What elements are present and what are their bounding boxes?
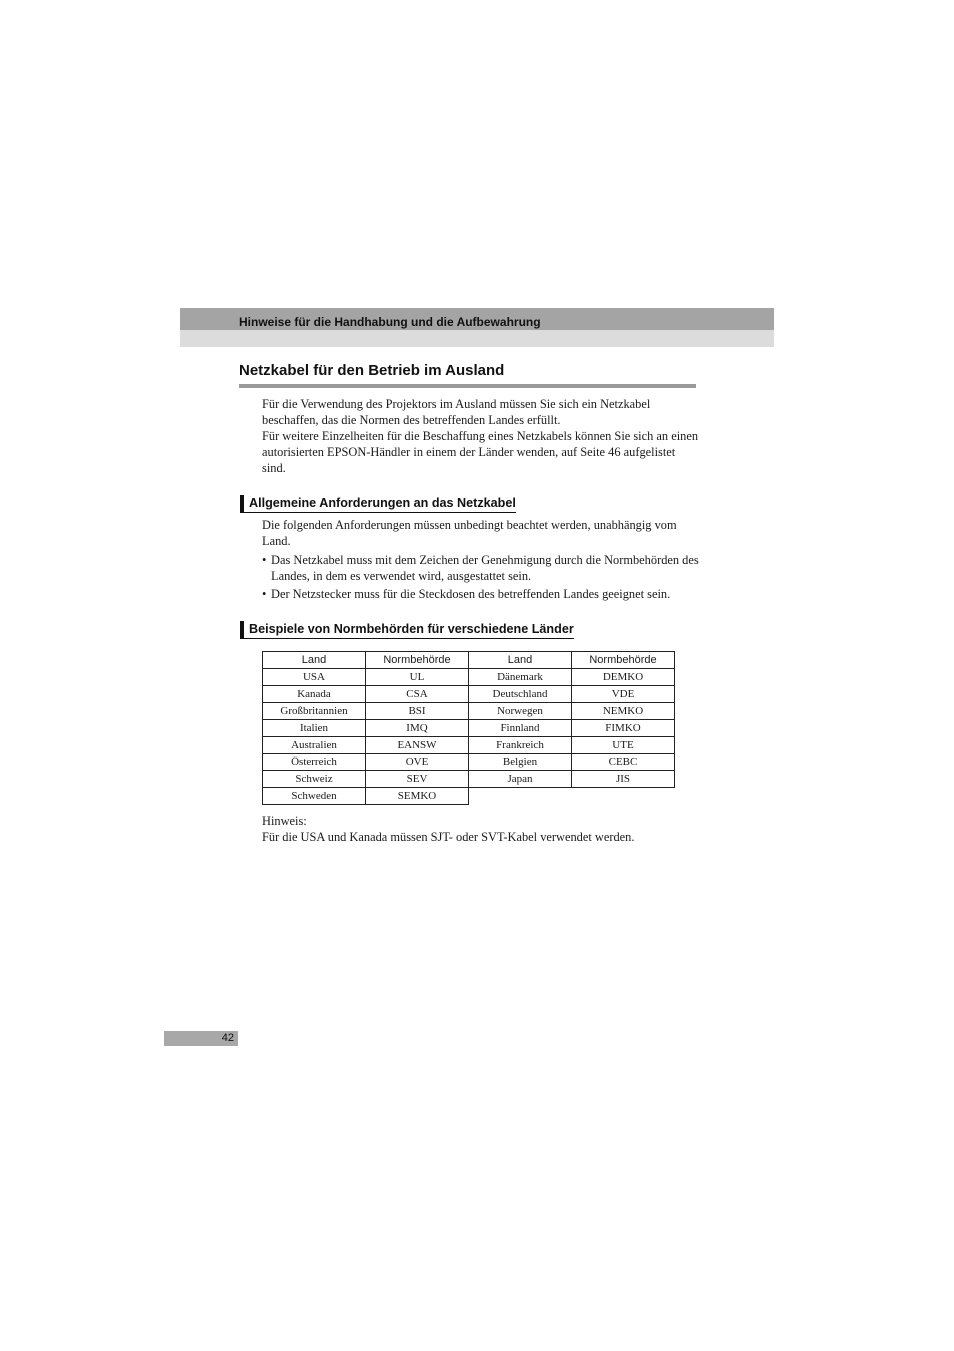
intro-paragraph-2: Für weitere Einzelheiten für die Beschaffung eines Netzkabels können Sie sich an einen autorisierten EPSON-Händler in einem der Länder wenden, auf Seite 46 aufgelistet sind. bbox=[262, 429, 699, 475]
table-cell: Deutschland bbox=[469, 686, 572, 703]
table-row bbox=[263, 669, 675, 686]
heading-requirements: Allgemeine Anforderungen an das Netzkabel bbox=[240, 495, 516, 513]
table-row bbox=[263, 686, 675, 703]
column-header: Land bbox=[263, 652, 366, 669]
table-row bbox=[263, 771, 675, 788]
table-header-row bbox=[263, 652, 675, 669]
list-item: • Der Netzstecker muss für die Steckdosen des betreffenden Landes geeignet sein. bbox=[262, 587, 702, 603]
requirements-text: Die folgenden Anforderungen müssen unbedingt beachtet werden, unabhängig vom Land. bbox=[262, 518, 677, 548]
header-subbar bbox=[180, 330, 774, 347]
page-title: Netzkabel für den Betrieb im Ausland bbox=[239, 362, 505, 379]
table-cell: UL bbox=[366, 669, 469, 686]
table-row bbox=[263, 754, 675, 771]
list-item: • Das Netzkabel muss mit dem Zeichen der Genehmigung durch die Normbehörden des Landes, in dem es verwendet wird, ausgestattet sein. bbox=[262, 553, 702, 585]
table-cell-empty bbox=[572, 788, 675, 805]
requirements-list bbox=[262, 553, 702, 604]
page-number: 42 bbox=[221, 1032, 234, 1044]
table-cell: EANSW bbox=[366, 737, 469, 754]
table-cell: Österreich bbox=[263, 754, 366, 771]
table-cell: Finnland bbox=[469, 720, 572, 737]
table-cell: Japan bbox=[469, 771, 572, 788]
table-cell: Frankreich bbox=[469, 737, 572, 754]
column-header: Normbehörde bbox=[366, 652, 469, 669]
note-text: Für die USA und Kanada müssen SJT- oder SVT-Kabel verwendet werden. bbox=[262, 830, 635, 844]
norm-authorities-table bbox=[262, 651, 675, 805]
table-row bbox=[263, 788, 675, 805]
table-cell: Belgien bbox=[469, 754, 572, 771]
header-section-title: Hinweise für die Handhabung und die Aufbewahrung bbox=[239, 315, 541, 329]
table-cell: NEMKO bbox=[572, 703, 675, 720]
table-cell: USA bbox=[263, 669, 366, 686]
table-cell: SEMKO bbox=[366, 788, 469, 805]
table-cell: OVE bbox=[366, 754, 469, 771]
title-underline bbox=[239, 384, 696, 388]
table-cell: Kanada bbox=[263, 686, 366, 703]
table-cell: Schweden bbox=[263, 788, 366, 805]
note-label: Hinweis: bbox=[262, 814, 307, 828]
table-cell-empty bbox=[469, 788, 572, 805]
table-cell: Norwegen bbox=[469, 703, 572, 720]
table-cell: Großbritannien bbox=[263, 703, 366, 720]
column-header: Land bbox=[469, 652, 572, 669]
table-cell: BSI bbox=[366, 703, 469, 720]
table-cell: Italien bbox=[263, 720, 366, 737]
table-cell: Schweiz bbox=[263, 771, 366, 788]
table-cell: Australien bbox=[263, 737, 366, 754]
table-row bbox=[263, 720, 675, 737]
table-cell: FIMKO bbox=[572, 720, 675, 737]
table-cell: CEBC bbox=[572, 754, 675, 771]
table-row bbox=[263, 737, 675, 754]
table-cell: Dänemark bbox=[469, 669, 572, 686]
intro-paragraph-1: Für die Verwendung des Projektors im Ausland müssen Sie sich ein Netzkabel beschaffen, das die Normen des betreffenden Landes erfüllt. bbox=[262, 397, 651, 427]
table-row bbox=[263, 703, 675, 720]
table-cell: SEV bbox=[366, 771, 469, 788]
table-cell: DEMKO bbox=[572, 669, 675, 686]
table-cell: VDE bbox=[572, 686, 675, 703]
table-cell: UTE bbox=[572, 737, 675, 754]
heading-examples: Beispiele von Normbehörden für verschiedene Länder bbox=[240, 621, 574, 639]
column-header: Normbehörde bbox=[572, 652, 675, 669]
table-cell: IMQ bbox=[366, 720, 469, 737]
table-cell: CSA bbox=[366, 686, 469, 703]
table-cell: JIS bbox=[572, 771, 675, 788]
